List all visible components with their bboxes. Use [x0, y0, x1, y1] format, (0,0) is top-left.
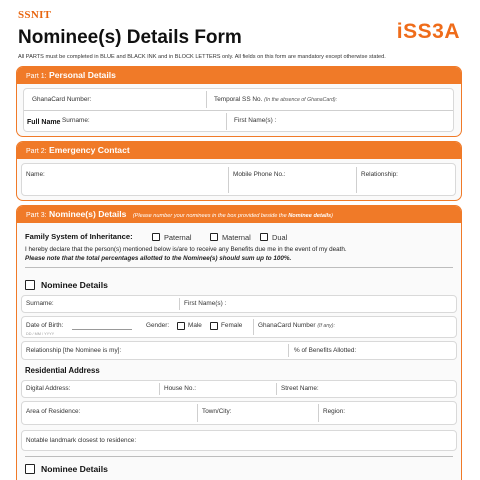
form-code: iSS3A	[396, 20, 460, 43]
surname-field[interactable]	[62, 117, 90, 124]
nominee-relationship-row	[21, 341, 457, 360]
part-number: Part 3:	[26, 212, 47, 219]
dob-label: Date of Birth:	[26, 322, 64, 329]
nominee-surname-label: Surname:	[26, 300, 54, 307]
nominee-number-checkbox[interactable]	[25, 280, 35, 290]
digital-address-field[interactable]	[26, 385, 70, 392]
nominee-2-details-heading: Nominee Details	[41, 464, 108, 474]
divider	[356, 167, 357, 193]
nominee-first-names-field[interactable]	[184, 300, 226, 307]
area-of-residence-field[interactable]	[26, 408, 80, 415]
male-label: Male	[188, 322, 202, 329]
personal-details-box	[23, 88, 454, 132]
house-no-label: House No.:	[164, 385, 196, 392]
benefit-percent-field[interactable]	[294, 347, 356, 354]
town-city-field[interactable]	[202, 408, 231, 415]
section-title: Nominee(s) Details	[49, 209, 127, 219]
nominee-dob-row	[21, 316, 457, 338]
divider	[206, 91, 207, 108]
address-row-2	[21, 401, 457, 425]
female-label: Female	[221, 322, 243, 329]
ssnit-logo: SSNIT	[18, 9, 52, 21]
page-title: Nominee(s) Details Form	[18, 27, 242, 48]
section-note-bold: Nominee details	[288, 213, 332, 219]
section-header	[17, 142, 461, 159]
full-name-label: Full Name	[27, 119, 61, 126]
dual-checkbox[interactable]	[260, 233, 268, 241]
digital-address-label: Digital Address:	[26, 385, 71, 392]
divider	[159, 383, 160, 395]
section-personal-details	[16, 66, 462, 137]
emergency-name-label: Name:	[26, 171, 45, 178]
temporal-ss-label: Temporal SS No.	[214, 96, 263, 103]
address-row-1	[21, 380, 457, 398]
maternal-checkbox[interactable]	[210, 233, 218, 241]
nominee-ghanacard-label: GhanaCard Number	[258, 322, 316, 329]
inheritance-label: Family System of Inheritance:	[25, 232, 133, 241]
paternal-label: Paternal	[164, 233, 192, 242]
nominee-name-row	[21, 295, 457, 313]
part-number: Part 2:	[26, 148, 47, 155]
section-title: Emergency Contact	[49, 145, 130, 155]
part-number: Part 1:	[26, 73, 47, 80]
region-label: Region:	[323, 408, 346, 415]
benefit-percent-label: % of Benefits Allotted:	[294, 347, 357, 354]
paternal-checkbox[interactable]	[152, 233, 160, 241]
dob-input-line[interactable]	[72, 329, 132, 330]
section-title: Personal Details	[49, 70, 116, 80]
divider	[25, 267, 453, 268]
ghanacard-number-label: GhanaCard Number:	[32, 96, 92, 103]
divider	[197, 404, 198, 422]
temporal-ss-field[interactable]	[214, 96, 337, 103]
mobile-phone-label: Mobile Phone No.:	[233, 171, 286, 178]
town-city-label: Town/City:	[202, 408, 232, 415]
divider	[228, 167, 229, 193]
emergency-name-field[interactable]	[26, 171, 45, 178]
area-of-residence-label: Area of Residence:	[26, 408, 81, 415]
landmark-label: Notable landmark closest to residence:	[26, 437, 137, 444]
divider	[318, 404, 319, 422]
divider	[179, 298, 180, 310]
surname-label: Surname:	[62, 117, 90, 124]
nominee-ghanacard-note: (If any):	[317, 323, 335, 329]
first-names-field[interactable]	[234, 117, 276, 124]
dob-hint: DD / MM / YYYY	[26, 332, 55, 336]
section-note-suffix: )	[331, 213, 334, 219]
street-name-field[interactable]	[281, 385, 319, 392]
declaration-text: I hereby declare that the person(s) mentioned below is/are to receive any Benefits due me in the event of my death.	[25, 246, 347, 253]
divider	[226, 113, 227, 130]
landmark-row	[21, 430, 457, 451]
emergency-contact-box	[21, 163, 456, 196]
section-note	[133, 213, 333, 219]
nominee-surname-field[interactable]	[26, 300, 54, 307]
street-name-label: Street Name:	[281, 385, 319, 392]
section-nominee-details	[16, 205, 462, 480]
male-checkbox[interactable]	[177, 322, 185, 330]
divider	[24, 110, 453, 111]
region-field[interactable]	[323, 408, 345, 415]
mobile-phone-field[interactable]	[233, 171, 286, 178]
divider	[25, 456, 453, 457]
nominee-relationship-field[interactable]	[26, 347, 121, 354]
female-checkbox[interactable]	[210, 322, 218, 330]
section-emergency-contact	[16, 141, 462, 201]
nominee-first-names-label: First Name(s) :	[184, 300, 227, 307]
ghanacard-number-field[interactable]	[32, 96, 91, 103]
dual-label: Dual	[272, 233, 288, 242]
residential-address-heading: Residential Address	[25, 366, 100, 375]
divider	[253, 319, 254, 335]
divider	[288, 344, 289, 357]
relationship-field[interactable]	[361, 171, 398, 178]
nominee-ghanacard-field[interactable]	[258, 322, 335, 329]
temporal-ss-note: (In the absence of GhanaCard):	[264, 97, 338, 103]
house-no-field[interactable]	[164, 385, 196, 392]
nominee-details-heading: Nominee Details	[41, 280, 108, 290]
section-header	[17, 206, 461, 223]
section-note-prefix: (Please number your nominees in the box provided beside the	[132, 213, 289, 219]
nominee-2-number-checkbox[interactable]	[25, 464, 35, 474]
percentage-note: Please note that the total percentages allotted to the Nominee(s) should sum up to 100%.	[25, 255, 292, 262]
relationship-label: Relationship:	[361, 171, 398, 178]
divider	[276, 383, 277, 395]
maternal-label: Maternal	[222, 233, 251, 242]
first-names-label: First Name(s) :	[234, 117, 277, 124]
section-header	[17, 67, 461, 84]
gender-label: Gender:	[146, 322, 170, 329]
form-instructions: All PARTS must be completed in BLUE and BLACK INK and in BLOCK LETTERS only. All fields on this form are mandatory except otherwise stated.	[18, 54, 386, 60]
nominee-relationship-label: Relationship [the Nominee is my]:	[26, 347, 122, 354]
landmark-field[interactable]	[26, 437, 136, 444]
